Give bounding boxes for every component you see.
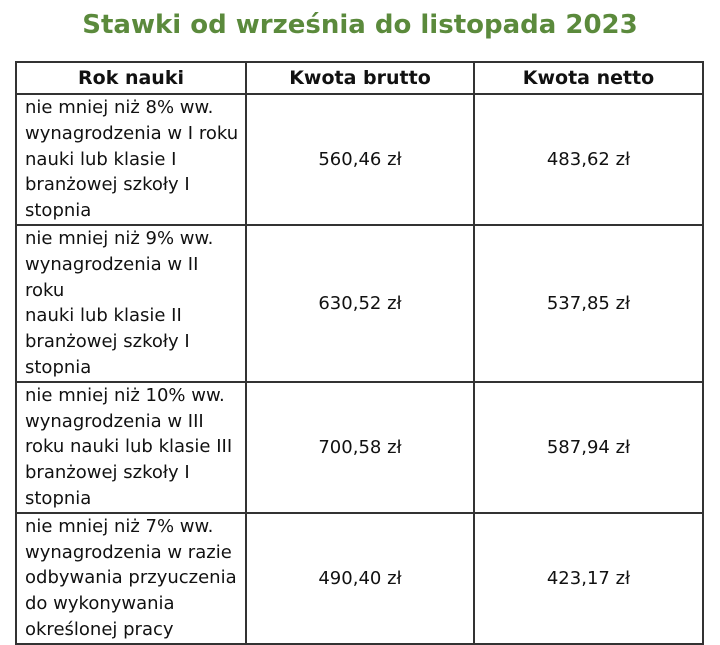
desc-line: wynagrodzenia w II roku: [25, 253, 199, 301]
row-description: [16, 513, 246, 644]
netto-value: 537,85 zł: [474, 225, 703, 382]
page-title: Stawki od września do listopada 2023: [82, 10, 638, 40]
desc-line: odbywania przyuczenia: [25, 567, 237, 589]
desc-line: do wykonywania: [25, 593, 175, 615]
netto-value: 423,17 zł: [474, 513, 703, 644]
desc-line: stopnia: [25, 200, 92, 222]
desc-line: wynagrodzenia w I roku: [25, 122, 239, 144]
desc-line: branżowej szkoły I: [25, 331, 190, 353]
brutto-value: 560,46 zł: [246, 94, 474, 225]
brutto-value: 490,40 zł: [246, 513, 474, 644]
rates-table: [15, 61, 704, 645]
brutto-value: 700,58 zł: [246, 382, 474, 513]
header-kwota-netto: Kwota netto: [474, 62, 703, 94]
table-row: [16, 225, 703, 382]
table-row: [16, 382, 703, 513]
desc-line: nie mniej niż 8% ww.: [25, 97, 214, 118]
row-description: [16, 382, 246, 513]
desc-line: nie mniej niż 9% ww.: [25, 227, 214, 249]
desc-line: roku nauki lub klasie III: [25, 436, 233, 458]
desc-line: nie mniej niż 7% ww.: [25, 515, 214, 537]
header-kwota-brutto: Kwota brutto: [246, 62, 474, 94]
desc-line: nauki lub klasie II: [25, 305, 182, 327]
row-description: [16, 94, 246, 225]
header-rok-nauki: Rok nauki: [16, 62, 246, 94]
brutto-value: 630,52 zł: [246, 225, 474, 382]
desc-line: wynagrodzenia w III: [25, 410, 204, 432]
desc-line: stopnia: [25, 356, 92, 378]
desc-line: branżowej szkoły I: [25, 462, 190, 484]
desc-line: wynagrodzenia w razie: [25, 541, 232, 563]
desc-line: określonej pracy: [25, 618, 174, 640]
desc-line: stopnia: [25, 487, 92, 509]
table-row: [16, 94, 703, 225]
table-row: [16, 513, 703, 644]
desc-line: nie mniej niż 10% ww.: [25, 384, 225, 406]
table-header-row: [16, 62, 703, 94]
desc-line: nauki lub klasie I: [25, 148, 177, 170]
netto-value: 587,94 zł: [474, 382, 703, 513]
netto-value: 483,62 zł: [474, 94, 703, 225]
desc-line: branżowej szkoły I: [25, 174, 190, 196]
row-description: [16, 225, 246, 382]
